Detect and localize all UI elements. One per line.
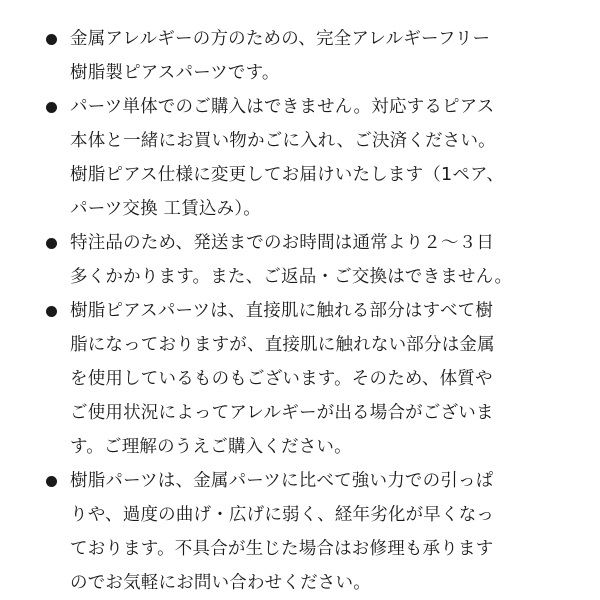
bullet-icon	[46, 34, 57, 45]
notice-item-purchase-method	[46, 90, 586, 226]
bullet-icon	[46, 476, 57, 487]
notice-line: 樹脂パーツは、金属パーツに比べて強い力での引っぱ	[70, 471, 494, 491]
notice-line: 樹脂製ピアスパーツです。	[70, 63, 280, 83]
notice-item-material	[46, 294, 586, 464]
notice-line: のでお気軽にお問い合わせください。	[70, 573, 371, 593]
notice-line: を使用しているものもございます。そのため、体質や	[70, 369, 493, 389]
notice-line: す。ご理解のうえご購入ください。	[70, 437, 352, 457]
notice-line: 樹脂ピアス仕様に変更してお届けいたします（1ペア、	[70, 165, 505, 185]
notice-line: パーツ単体でのご購入はできません。対応するピアス	[70, 97, 495, 117]
notice-line: ております。不具合が生じた場合はお修理も承ります	[70, 539, 494, 559]
notice-item-durability	[46, 464, 586, 600]
notice-list	[46, 22, 586, 600]
notice-item-shipping	[46, 226, 586, 294]
notice-line: 脂になっておりますが、直接肌に触れない部分は金属	[70, 335, 495, 355]
notice-line: ご使用状況によってアレルギーが出る場合がございま	[70, 403, 494, 423]
bullet-icon	[46, 102, 57, 113]
bullet-icon	[46, 306, 57, 317]
notice-line: 多くかかります。また、ご返品・ご交換はできません。	[70, 267, 513, 287]
notice-line: 金属アレルギーの方のための、完全アレルギーフリー	[70, 29, 491, 49]
notice-line: 本体と一緒にお買い物かごに入れ、ご決済ください。	[70, 131, 496, 151]
bullet-icon	[46, 238, 57, 249]
notice-item-allergy-free	[46, 22, 586, 90]
notice-line: りや、過度の曲げ・広げに弱く、経年劣化が早くなっ	[70, 505, 495, 525]
notice-line: 樹脂ピアスパーツは、直接肌に触れる部分はすべて樹	[70, 301, 494, 321]
notice-line: パーツ交換 工賃込み）。	[70, 199, 262, 219]
notice-line: 特注品のため、発送までのお時間は通常より２～３日	[70, 233, 495, 253]
